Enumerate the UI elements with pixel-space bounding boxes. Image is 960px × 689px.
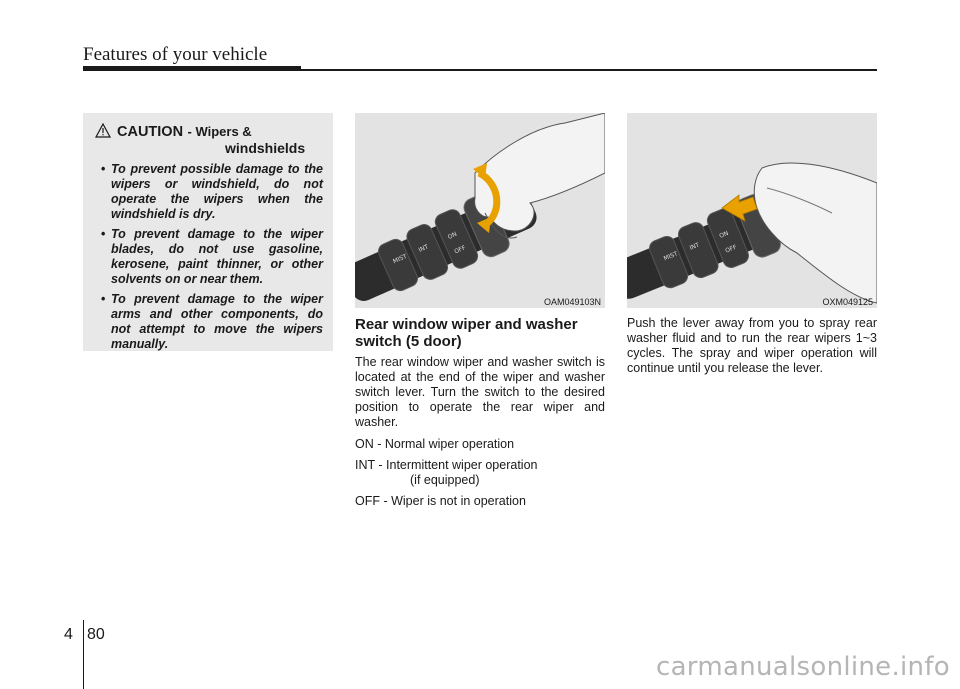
- mode-text: ON - Normal wiper operation: [355, 437, 515, 451]
- chapter-number: 4: [64, 626, 73, 643]
- mode-text: OFF - Wiper is not in operation: [355, 494, 526, 508]
- caution-subtitle: - Wipers &: [187, 124, 252, 139]
- caution-item: • To prevent damage to the wiper arms and other components, do not attempt to move the wipers manually.: [101, 292, 323, 352]
- page-number: 80: [87, 626, 105, 643]
- svg-text:INT: INT: [417, 243, 430, 254]
- svg-text:OFF: OFF: [724, 243, 738, 255]
- caution-heading: [101, 123, 323, 156]
- header-rule-thin: [301, 69, 877, 71]
- caution-item: • To prevent damage to the wiper blades, do not use gasoline, kerosene, paint thinner, or other solvents on or near them.: [101, 227, 323, 287]
- mode-item-int: [355, 458, 605, 488]
- figure-rear-wiper-rotate: [355, 113, 605, 308]
- mode-item-off: [355, 494, 605, 509]
- running-header: Features of your vehicle: [83, 44, 268, 65]
- figure-code: OXM049125: [822, 297, 873, 307]
- svg-text:MIST: MIST: [391, 253, 409, 266]
- mode-text: INT - Intermittent wiper operation: [355, 458, 538, 472]
- figure-code: OAM049103N: [543, 297, 601, 307]
- rear-wiper-section: [355, 316, 605, 515]
- svg-text:INT: INT: [688, 241, 701, 252]
- caution-box: [83, 113, 333, 351]
- washer-body: Push the lever away from you to spray rear washer fluid and to run the rear wipers 1~3 cycles. The spray and wiper operation will continue until you release the lever.: [627, 316, 877, 375]
- lever-illustration: [355, 113, 605, 308]
- washer-section: [627, 316, 877, 383]
- caution-subtitle-2: windshields: [225, 140, 306, 156]
- header-rule-thick: [83, 66, 301, 71]
- svg-text:OFF: OFF: [453, 244, 467, 256]
- mode-note: (if equipped): [410, 473, 480, 487]
- svg-text:MIST: MIST: [662, 250, 679, 263]
- section-body: The rear window wiper and washer switch is located at the end of the wiper and washer switch lever. Turn the switch to the desired position to operate the rear wiper and washer.: [355, 355, 605, 429]
- watermark: carmanualsonline.info: [655, 652, 950, 682]
- warning-triangle-icon: [95, 123, 111, 143]
- lever-illustration: [627, 113, 877, 308]
- svg-text:ON: ON: [718, 229, 730, 240]
- section-title: Rear window wiper and washer switch (5 door): [355, 316, 578, 350]
- figure-rear-washer-push: [627, 113, 877, 308]
- footer-divider: [83, 620, 84, 689]
- svg-text:ON: ON: [446, 230, 459, 241]
- caution-list: [101, 162, 323, 352]
- mode-item-on: [355, 437, 605, 452]
- caution-title: CAUTION: [117, 124, 184, 140]
- caution-item: • To prevent possible damage to the wipers or windshield, do not operate the wipers when the windshield is dry.: [101, 162, 323, 222]
